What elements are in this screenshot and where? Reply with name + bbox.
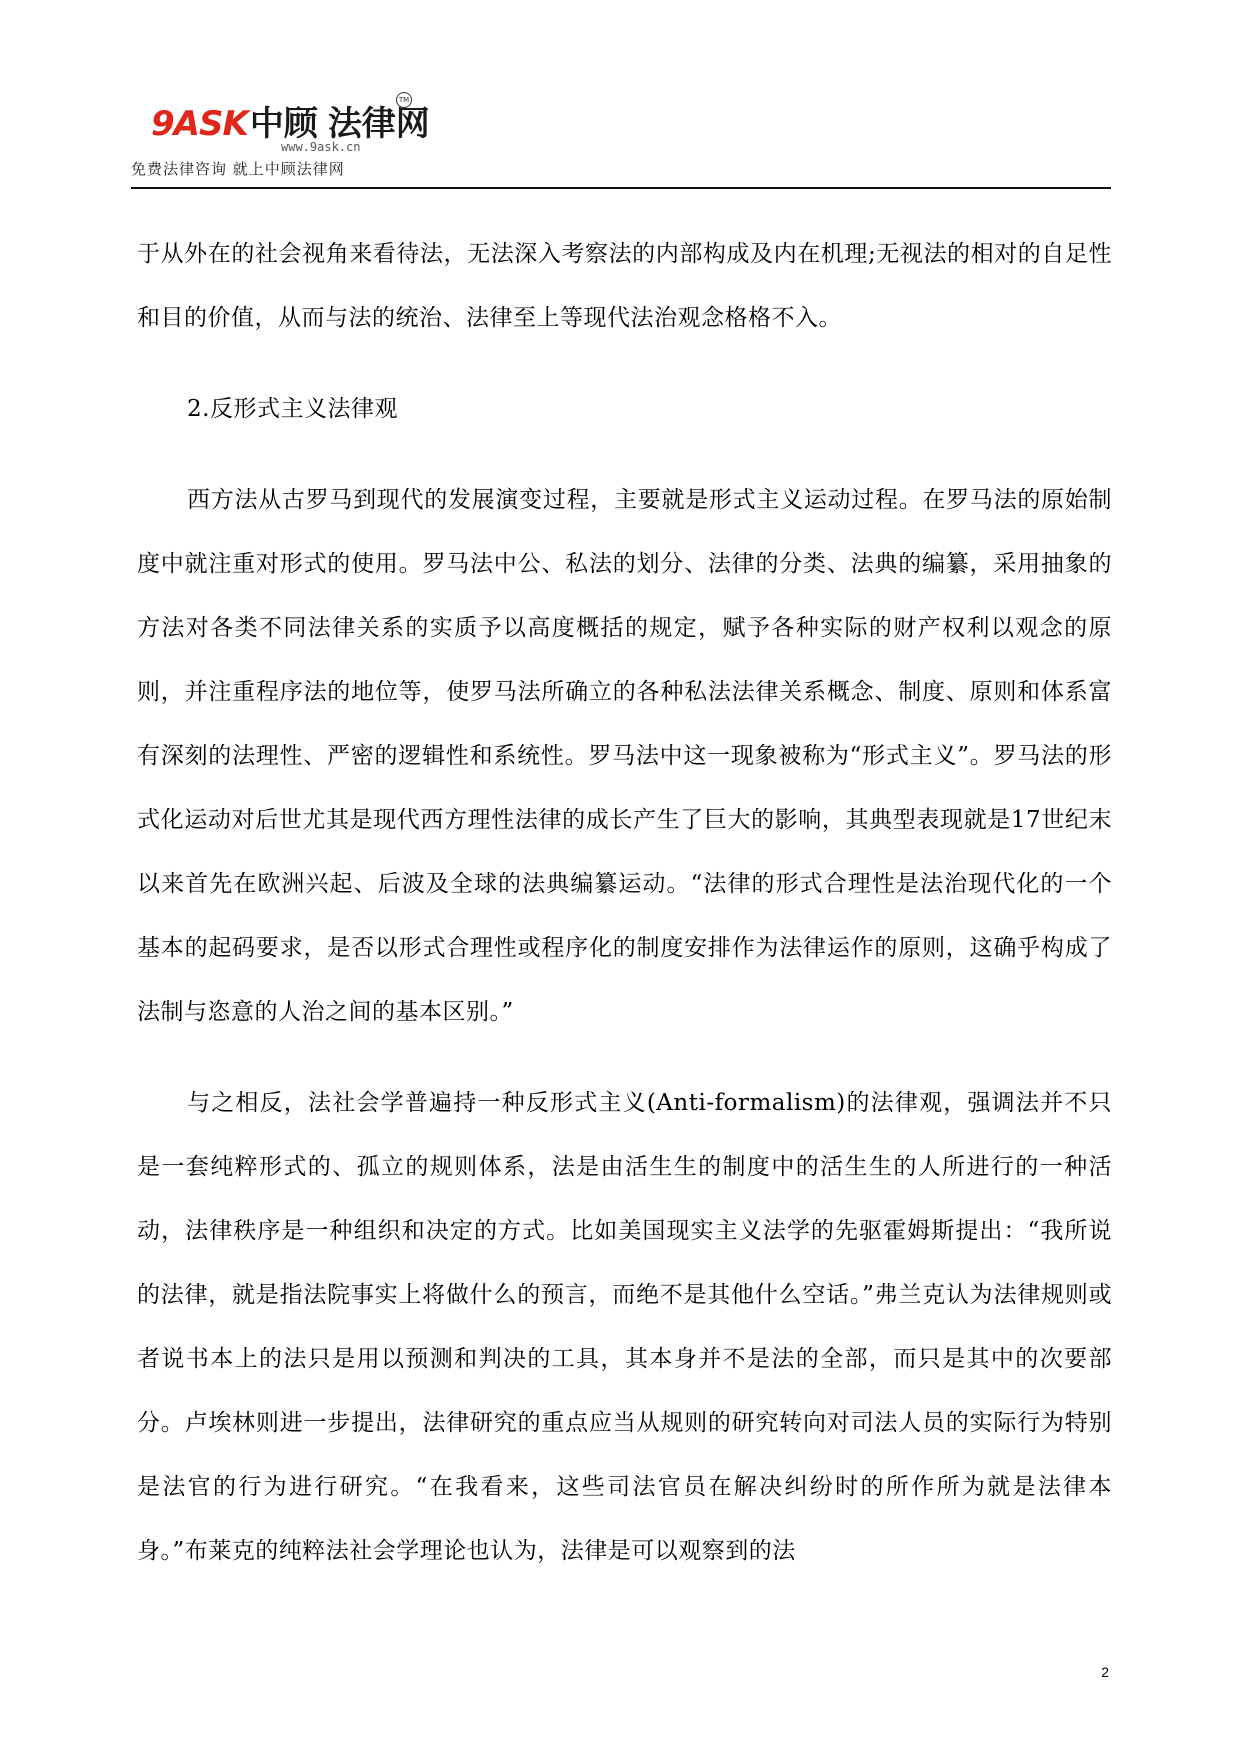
page-header (131, 78, 1111, 188)
paragraph: 与之相反，法社会学普遍持一种反形式主义(Anti-formalism)的法律观，强调法并不只是一套纯粹形式的、孤立的规则体系，法是由活生生的制度中的活生生的人所进行的一种活动，法律秩序是一种组织和决定的方式。比如美国现实主义法学的先驱霍姆斯提出：“我所说的法律，就是指法院事实上将做什么的预言，而绝不是其他什么空话。”弗兰克认为法律规则或者说书本上的法只是用以预测和判决的工具，其本身并不是法的全部，而只是其中的次要部分。卢埃林则进一步提出，法律研究的重点应当从规则的研究转向对司法人员的实际行为特别是法官的行为进行研究。“在我看来，这些司法官员在解决纠纷时的所作所为就是法律本身。”布莱克的纯粹法社会学理论也认为，法律是可以观察到的法 (137, 1090, 1112, 1564)
logo-brand-mark: 9ASK (151, 104, 248, 144)
logo-slogan: 免费法律咨询 就上中顾法律网 (131, 160, 345, 178)
document-body (137, 222, 1112, 1583)
logo-brand-name: 中顾 (249, 104, 318, 144)
paragraph: 西方法从古罗马到现代的发展演变过程，主要就是形式主义运动过程。在罗马法的原始制度中就注重对形式的使用。罗马法中公、私法的划分、法律的分类、法典的编纂，采用抽象的方法对各类不同法律关系的实质予以高度概括的规定，赋予各种实际的财产权利以观念的原则，并注重程序法的地位等，使罗马法所确立的各种私法法律关系概念、制度、原则和体系富有深刻的法理性、严密的逻辑性和系统性。罗马法中这一现象被称为“形式主义”。罗马法的形式化运动对后世尤其是现代西方理性法律的成长产生了巨大的影响，其典型表现就是17世纪末以来首先在欧洲兴起、后波及全球的法典编纂运动。“法律的形式合理性是法治现代化的一个基本的起码要求，是否以形式合理性或程序化的制度安排作为法律运作的原则，这确乎构成了法制与恣意的人治之间的基本区别。” (137, 487, 1112, 1025)
logo-brand-law: 法律网 (327, 104, 430, 144)
page-number: 2 (1101, 1664, 1109, 1680)
paragraph-gap (137, 1044, 1112, 1071)
paragraph-gap (137, 350, 1112, 377)
paragraph-gap (137, 441, 1112, 468)
paragraph-continued: 于从外在的社会视角来看待法，无法深入考察法的内部构成及内在机理;无视法的相对的自足性和目的价值，从而与法的统治、法律至上等现代法治观念格格不入。 (137, 241, 1112, 331)
site-logo (151, 104, 430, 144)
trademark-icon: TM (396, 92, 412, 108)
header-divider (131, 187, 1111, 189)
section-heading: 2.反形式主义法律观 (187, 396, 398, 422)
logo-url: www.9ask.cn (281, 140, 361, 154)
